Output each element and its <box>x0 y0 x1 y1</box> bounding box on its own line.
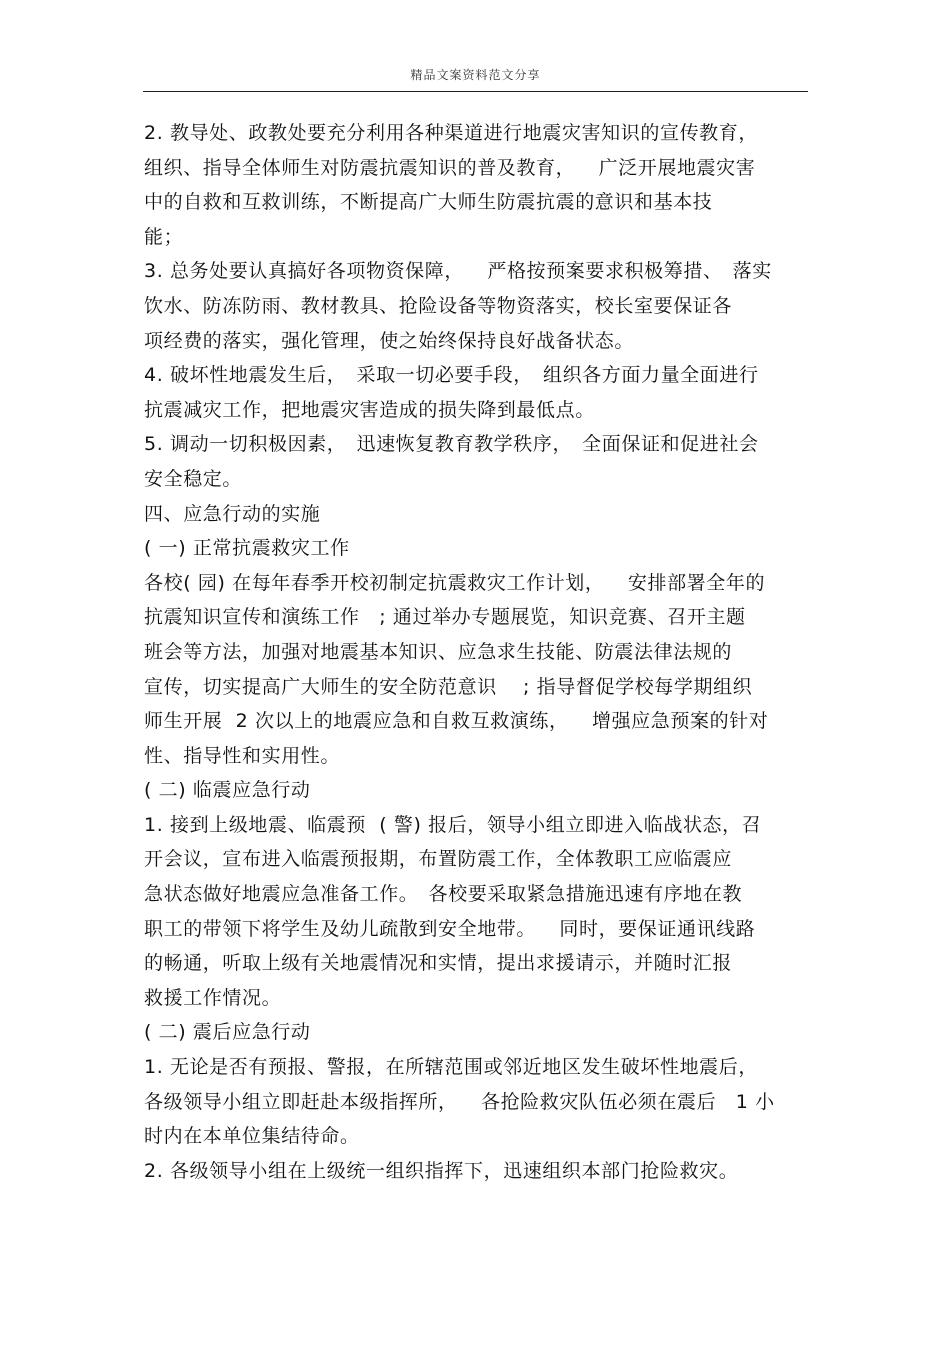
header-divider <box>143 91 808 92</box>
text-line: 各级领导小组立即赶赴本级指挥所， 各抢险救灾队伍必须在震后 1 小 <box>144 1090 775 1113</box>
text-line: 安全稳定。 <box>144 467 243 490</box>
text-line: 2. 各级领导小组在上级统一组织指挥下，迅速组织本部门抢险救灾。 <box>144 1159 739 1182</box>
text-line: 职工的带领下将学生及幼儿疏散到安全地带。 同时，要保证通讯线路 <box>144 917 756 940</box>
text-line: 性、指导性和实用性。 <box>144 744 341 767</box>
text-line: 抗震减灾工作，把地震灾害造成的损失降到最低点。 <box>144 398 595 421</box>
text-line: 项经费的落实，强化管理，使之始终保持良好战备状态。 <box>144 329 635 352</box>
text-line: 2. 教导处、政教处要充分利用各种渠道进行地震灾害知识的宣传教育， <box>144 122 758 144</box>
text-line: 能； <box>144 225 184 248</box>
text-line: 饮水、防冻防雨、教材教具、抢险设备等物资落实，校长室要保证各 <box>144 294 733 317</box>
section-heading: 四、应急行动的实施 <box>144 502 321 525</box>
page-header: 精品文案资料范文分享 <box>410 68 541 82</box>
text-line: 班会等方法，加强对地震基本知识、应急求生技能、防震法律法规的 <box>144 640 733 663</box>
subsection-heading: ( 二) 临震应急行动 <box>144 779 311 802</box>
text-line: 师生开展 2 次以上的地震应急和自救互救演练， 增强应急预案的针对 <box>144 710 769 733</box>
text-line: 抗震知识宣传和演练工作 ; 通过举办专题展览，知识竞赛、召开主题 <box>144 606 746 629</box>
text-line: 宣传，切实提高广大师生的安全防范意识 ; 指导督促学校每学期组织 <box>144 675 753 698</box>
text-line: 4. 破坏性地震发生后， 采取一切必要手段， 组织各方面力量全面进行 <box>144 364 759 387</box>
document-body <box>144 116 812 1188</box>
text-line: 5. 调动一切积极因素， 迅速恢复教育教学秩序， 全面保证和促进社会 <box>144 433 759 456</box>
text-line: 急状态做好地震应急准备工作。 各校要采取紧急措施迅速有序地在教 <box>144 883 743 906</box>
text-line: 时内在本单位集结待命。 <box>144 1125 360 1148</box>
text-line: 1. 接到上级地震、临震预 ( 警) 报后，领导小组立即进入临战状态，召 <box>144 813 762 836</box>
text-line: 救援工作情况。 <box>144 986 282 1009</box>
text-line: 的畅通，听取上级有关地震情况和实情，提出求援请示，并随时汇报 <box>144 952 733 975</box>
text-line: 开会议，宣布进入临震预报期，布置防震工作，全体教职工应临震应 <box>144 848 733 871</box>
text-line: 3. 总务处要认真搞好各项物资保障， 严格按预案要求积极筹措、 落实 <box>144 260 772 283</box>
subsection-heading: ( 二) 震后应急行动 <box>144 1021 311 1044</box>
text-line: 1. 无论是否有预报、警报，在所辖范围或邻近地区发生破坏性地震后， <box>144 1056 758 1079</box>
subsection-heading: ( 一) 正常抗震救灾工作 <box>144 537 350 560</box>
text-line: 各校( 园) 在每年春季开校初制定抗震救灾工作计划， 安排部署全年的 <box>144 571 766 594</box>
text-line: 组织、指导全体师生对防震抗震知识的普及教育， 广泛开展地震灾害 <box>144 156 756 179</box>
text-line: 中的自救和互救训练，不断提高广大师生防震抗震的意识和基本技 <box>144 191 713 214</box>
